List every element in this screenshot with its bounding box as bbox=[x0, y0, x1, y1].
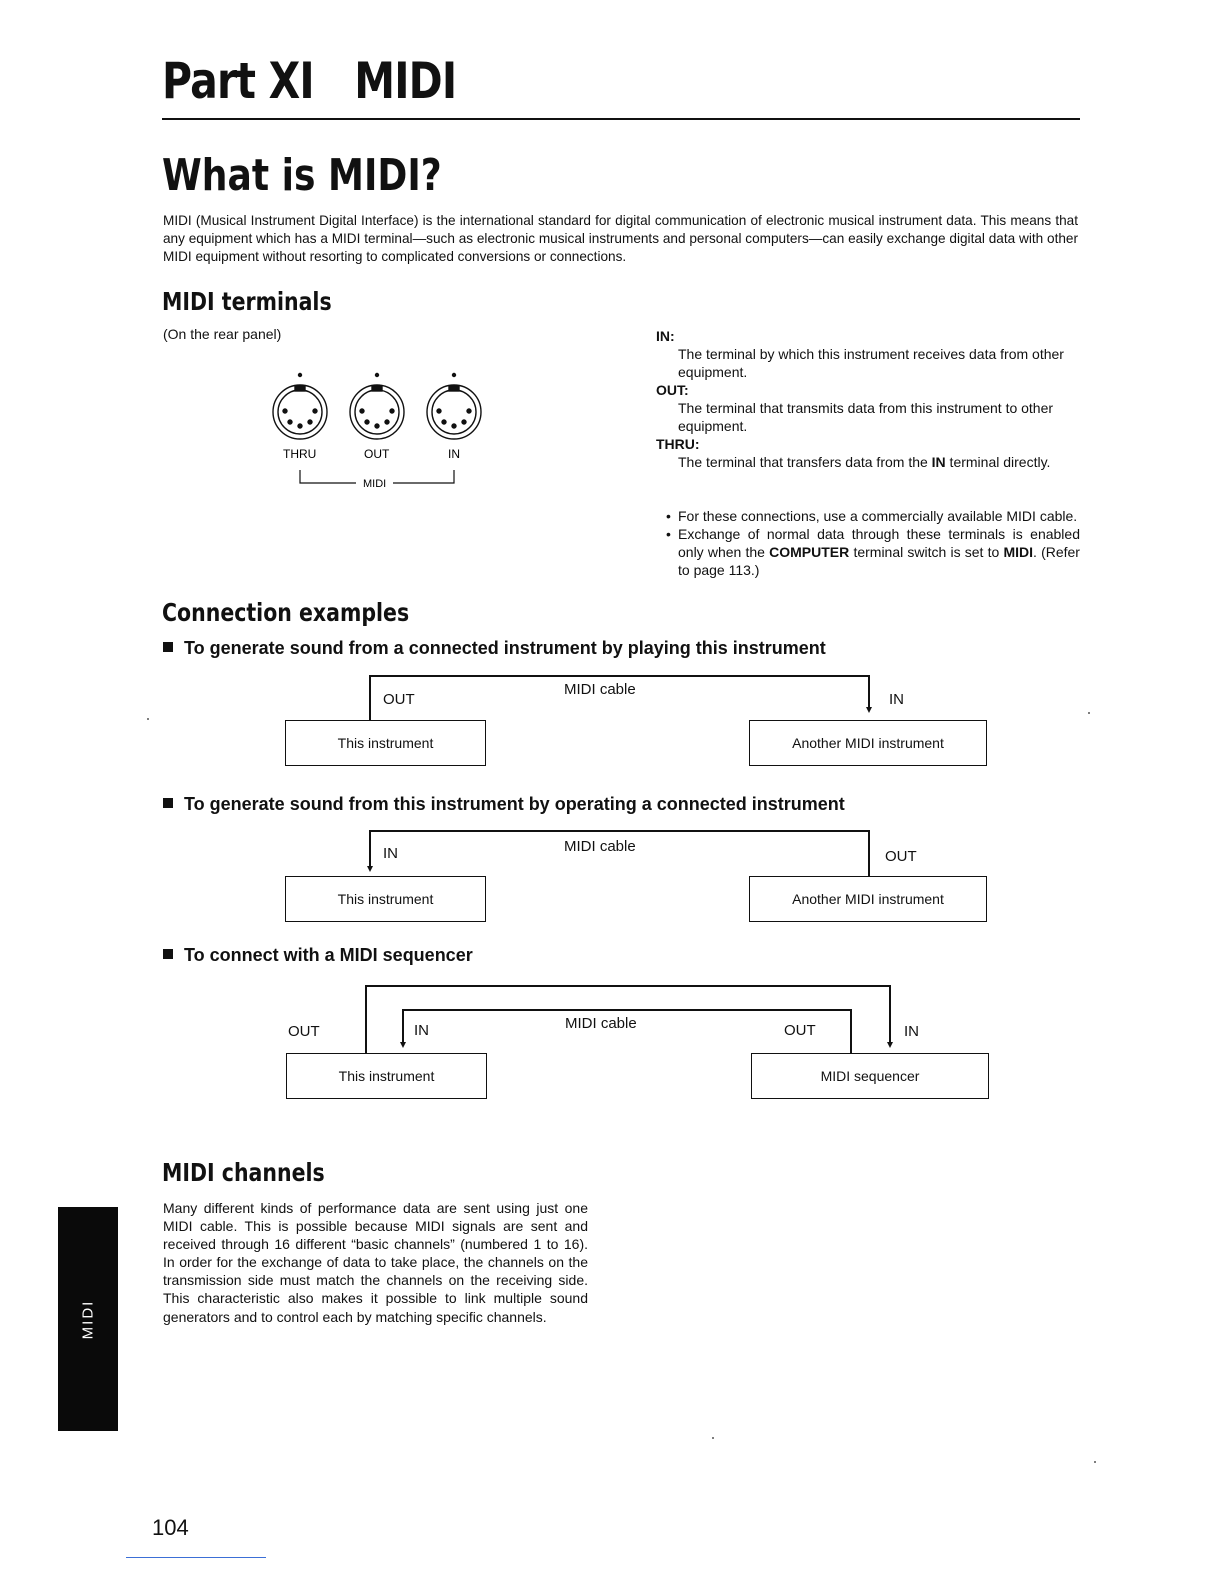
def-thru-desc bbox=[656, 453, 1080, 471]
in-label: IN bbox=[448, 447, 460, 461]
bullet-square-icon bbox=[163, 798, 173, 808]
page-number: 104 bbox=[152, 1515, 189, 1540]
example1-heading-text: To generate sound from a connected instrument by playing this instrument bbox=[184, 638, 826, 658]
terminal-definitions bbox=[656, 327, 1080, 471]
note-computer-switch bbox=[666, 525, 1080, 579]
example1-heading bbox=[163, 638, 826, 659]
channels-heading: MIDI channels bbox=[162, 1158, 325, 1187]
def-out bbox=[656, 381, 1080, 435]
terminals-heading: MIDI terminals bbox=[162, 287, 332, 316]
out-label: OUT bbox=[364, 447, 390, 461]
def-thru bbox=[656, 435, 1080, 471]
def-in-term: IN: bbox=[656, 328, 675, 344]
note2-midi: MIDI bbox=[1003, 544, 1034, 560]
scan-dot bbox=[1088, 712, 1090, 714]
rear-panel-note: (On the rear panel) bbox=[163, 326, 282, 342]
part-name: MIDI bbox=[354, 52, 457, 110]
scan-dot bbox=[1094, 1461, 1096, 1463]
note-cable: • For these connections, use a commercially available MIDI cable. bbox=[666, 507, 1080, 525]
ex3-this-instrument-box: This instrument bbox=[286, 1053, 487, 1099]
def-out-desc: The terminal that transmits data from this instrument to other equipment. bbox=[678, 400, 1054, 434]
example2-heading-text: To generate sound from this instrument by operating a connected instrument bbox=[184, 794, 845, 814]
note2-post: . (Refer to page 113.) bbox=[678, 544, 1080, 578]
ex3-inner-right-drop bbox=[850, 1009, 852, 1054]
ex1-cable-label: MIDI cable bbox=[564, 681, 636, 698]
midi-group-label: MIDI bbox=[363, 478, 387, 490]
def-thru-desc-bold: IN bbox=[931, 454, 946, 470]
terminal-notes bbox=[666, 507, 1080, 579]
ex3-this-in-label: IN bbox=[414, 1022, 429, 1039]
out-connector-icon bbox=[350, 374, 404, 440]
note2-mid: terminal switch is set to bbox=[849, 544, 1004, 560]
ex2-right-drop bbox=[868, 830, 870, 877]
bullet-square-icon bbox=[163, 949, 173, 959]
ex3-this-out-label: OUT bbox=[288, 1023, 320, 1040]
ex1-arrow-icon bbox=[866, 707, 872, 713]
def-thru-desc-post: terminal directly. bbox=[945, 454, 1051, 470]
midi-connectors-figure bbox=[255, 366, 495, 492]
def-in-desc: The terminal by which this instrument receives data from other equipment. bbox=[678, 346, 1064, 380]
def-thru-term: THRU: bbox=[656, 436, 700, 452]
ex3-inner-cable bbox=[402, 1009, 851, 1011]
ex3-arrow-this-in-icon bbox=[400, 1042, 406, 1048]
ex1-this-instrument-box: This instrument bbox=[285, 720, 486, 766]
def-thru-desc-pre: The terminal that transfers data from the bbox=[678, 454, 932, 470]
scan-dot bbox=[147, 718, 149, 720]
example2-heading bbox=[163, 794, 845, 815]
part-label: Part XI bbox=[162, 52, 314, 110]
ex3-outer-cable bbox=[365, 985, 890, 987]
note2-computer: COMPUTER bbox=[769, 544, 850, 560]
scan-dot bbox=[712, 1437, 714, 1439]
ex2-left-drop bbox=[369, 830, 371, 867]
ex3-seq-out-label: OUT bbox=[784, 1022, 816, 1039]
ex1-another-instrument-box: Another MIDI instrument bbox=[749, 720, 987, 766]
ex2-in-label: IN bbox=[383, 845, 398, 862]
ex1-cable-line bbox=[369, 675, 869, 677]
ex2-cable-label: MIDI cable bbox=[564, 838, 636, 855]
footer-underline bbox=[126, 1557, 266, 1558]
ex2-cable-line bbox=[369, 830, 869, 832]
note2-pre: Exchange of normal data through these terminals is enabled only when the bbox=[678, 526, 1080, 560]
ex1-out-label: OUT bbox=[383, 691, 415, 708]
ex1-right-drop bbox=[868, 675, 870, 708]
ex2-out-label: OUT bbox=[885, 848, 917, 865]
side-tab-label: MIDI bbox=[79, 1299, 97, 1339]
def-out-term: OUT: bbox=[656, 382, 689, 398]
ex1-in-label: IN bbox=[889, 691, 904, 708]
part-title bbox=[162, 52, 456, 110]
connection-examples-heading: Connection examples bbox=[162, 598, 410, 627]
example3-heading bbox=[163, 945, 473, 966]
side-tab bbox=[58, 1207, 118, 1431]
intro-paragraph: MIDI (Musical Instrument Digital Interface) is the international standard for digital communication of electronic musical instrument data. This means that any equipment which has a MIDI terminal—such as electronic musical instruments and personal computers—can easily exchange digital data with other MIDI equipment without resorting to complicated conversions or connections. bbox=[163, 213, 1078, 265]
ex2-another-instrument-box: Another MIDI instrument bbox=[749, 876, 987, 922]
ex3-outer-right-drop bbox=[889, 985, 891, 1043]
in-connector-icon bbox=[427, 374, 481, 440]
ex3-cable-label: MIDI cable bbox=[565, 1015, 637, 1032]
header-rule bbox=[162, 118, 1080, 120]
ex3-arrow-seq-in-icon bbox=[887, 1042, 893, 1048]
thru-label: THRU bbox=[283, 447, 317, 461]
ex2-arrow-icon bbox=[367, 866, 373, 872]
def-in bbox=[656, 327, 1080, 381]
bullet-square-icon bbox=[163, 642, 173, 652]
ex3-inner-left-drop bbox=[402, 1009, 404, 1043]
ex1-left-drop bbox=[369, 675, 371, 720]
section-title-what-is-midi: What is MIDI? bbox=[162, 150, 442, 201]
example3-heading-text: To connect with a MIDI sequencer bbox=[184, 945, 473, 965]
ex2-this-instrument-box: This instrument bbox=[285, 876, 486, 922]
ex3-sequencer-box: MIDI sequencer bbox=[751, 1053, 989, 1099]
ex3-outer-left-drop bbox=[365, 985, 367, 1054]
thru-connector-icon bbox=[273, 374, 327, 440]
channels-paragraph: Many different kinds of performance data are sent using just one MIDI cable. This is possible because MIDI signals are sent and received through 16 different “basic channels” (numbered 1 to 16). In order for the exchange of data to take place, the channels on the transmission side must match the channels on the receiving side. This characteristic also makes it possible to link multiple sound generators and to control each by matching specific channels. bbox=[163, 1200, 588, 1325]
ex3-seq-in-label: IN bbox=[904, 1023, 919, 1040]
